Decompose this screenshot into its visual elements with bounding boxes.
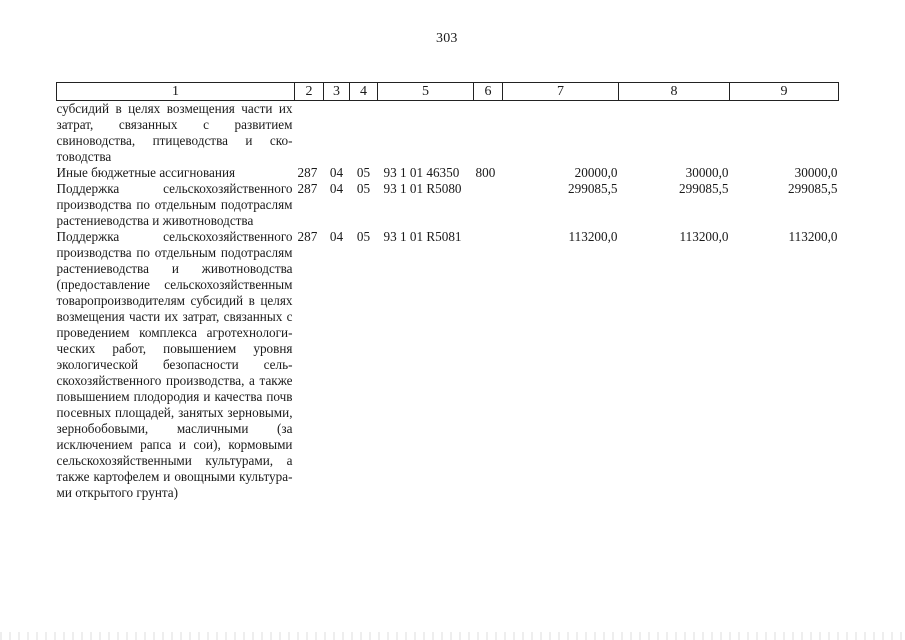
budget-table (56, 82, 839, 501)
cell-section (324, 101, 350, 166)
cell-amount-col7: 113200,0 (568, 229, 618, 244)
header-cell-8: 8 (619, 83, 730, 101)
cell-ministry-code: 287 (297, 181, 318, 196)
table-row (57, 165, 839, 181)
row-description: субсидий в целях возмещения части их затрат, связанных с развитием свиноводства, птицеводства и скотоводства (56, 101, 293, 164)
cell-section: 04 (329, 165, 344, 180)
table-row (57, 181, 839, 229)
cell-amount-col8: 30000,0 (685, 165, 729, 180)
cell-amount-col9: 299085,5 (788, 181, 838, 196)
cell-section: 04 (329, 181, 344, 196)
cell-target-article: 93 1 01 R5081 (383, 229, 462, 244)
cell-target-article: 93 1 01 46350 (383, 165, 460, 180)
table-row (57, 229, 839, 501)
header-cell-3: 3 (324, 83, 350, 101)
header-cell-2: 2 (295, 83, 324, 101)
header-cell-5: 5 (378, 83, 474, 101)
cell-amount-col8: 113200,0 (679, 229, 729, 244)
header-cell-6: 6 (474, 83, 503, 101)
cell-expense-type (474, 101, 503, 166)
row-description: Поддержка сельскохозяйственного производства по отдельным подотраслям растениеводства и животноводства (56, 181, 293, 228)
cell-section: 04 (329, 229, 344, 244)
cell-amount-col9: 30000,0 (794, 165, 838, 180)
scan-noise-strip (0, 632, 905, 640)
cell-subsection: 05 (356, 229, 371, 244)
header-cell-4: 4 (350, 83, 378, 101)
row-description: Иные бюджетные ассигнования (56, 165, 236, 180)
cell-amount-col9: 113200,0 (788, 229, 838, 244)
header-cell-1: 1 (57, 83, 295, 101)
cell-ministry-code: 287 (297, 165, 318, 180)
cell-expense-type (474, 229, 503, 501)
cell-target-article (378, 101, 474, 166)
cell-subsection: 05 (356, 181, 371, 196)
cell-expense-type: 800 (475, 165, 496, 180)
header-cell-7: 7 (503, 83, 619, 101)
cell-amount-col7 (503, 101, 619, 166)
cell-amount-col9 (730, 101, 839, 166)
cell-amount-col7: 299085,5 (568, 181, 618, 196)
cell-ministry-code (295, 101, 324, 166)
cell-subsection (350, 101, 378, 166)
page-number: 303 (436, 31, 458, 46)
cell-amount-col8 (619, 101, 730, 166)
cell-target-article: 93 1 01 R5080 (383, 181, 462, 196)
cell-amount-col8: 299085,5 (679, 181, 729, 196)
cell-amount-col7: 20000,0 (574, 165, 618, 180)
header-row (57, 83, 839, 101)
row-description: Поддержка сельскохозяйственного производства по отдельным подотраслям растениеводства и животноводства (предоставление сельскохозяйственным товаропроизводителям субсидий в целях возмещения части их затрат, связанных с проведением комплекса агротехнологических работ, повышением уровня экологической безопасности сельскохозяйственного производства, а также повышением плодородия и качества почв посевных площадей, занятых зерновыми, зернобобовыми, масличными (за исключением рапса и сои), кормовыми сельскохозяйственными культурами, а также картофелем и овощными культурами открытого грунта) (56, 229, 293, 500)
header-cell-9: 9 (730, 83, 839, 101)
cell-ministry-code: 287 (297, 229, 318, 244)
cell-subsection: 05 (356, 165, 371, 180)
table-row (57, 101, 839, 166)
cell-expense-type (474, 181, 503, 229)
